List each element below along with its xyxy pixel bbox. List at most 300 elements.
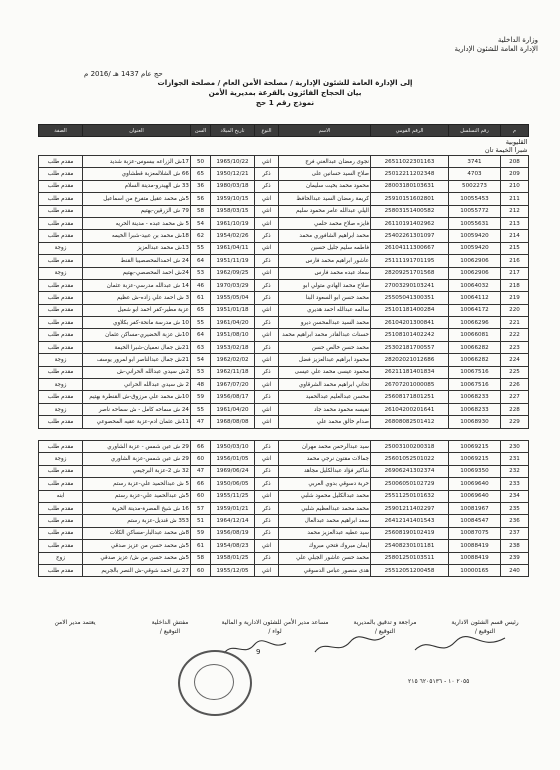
cell-role: مقدم طلب — [39, 217, 83, 229]
page-number: 9 — [256, 648, 261, 656]
cell-nid: 26808082501412 — [371, 416, 449, 428]
cell-sex: انثي — [255, 416, 279, 428]
table-row — [39, 304, 529, 316]
cell-sex: ذكر — [255, 502, 279, 514]
cell-name: محمود محمد بخيت سليمان — [279, 180, 371, 192]
table-row — [39, 465, 529, 477]
cell-no: 223 — [501, 341, 529, 353]
cell-dob: 1951/11/19 — [211, 255, 255, 267]
cell-role: مقدم طلب — [39, 168, 83, 180]
cell-dob: 1964/12/14 — [211, 515, 255, 527]
cell-no: 221 — [501, 317, 529, 329]
cell-role: زوج — [39, 552, 83, 564]
cell-sex: انثي — [255, 354, 279, 366]
cell-no: 240 — [501, 564, 529, 576]
cell-age: 66 — [191, 440, 211, 452]
col-header: الرقم القومي — [371, 125, 449, 137]
cell-no: 238 — [501, 540, 529, 552]
cell-addr: 2ش سيدي عبدالله الحراني-ش — [83, 366, 191, 378]
cell-sex: ذكر — [255, 341, 279, 353]
cell-age: 54 — [191, 217, 211, 229]
cell-age: 56 — [191, 193, 211, 205]
cell-serial: 10067516 — [449, 379, 501, 391]
cell-addr: 29 ش عين شمس-عزبة الشاوري — [83, 453, 191, 465]
cell-serial: 10062906 — [449, 267, 501, 279]
cell-nid: 27003290103241 — [371, 279, 449, 291]
table-row — [39, 156, 529, 168]
table-row — [39, 230, 529, 242]
cell-role: مقدم طلب — [39, 317, 83, 329]
cell-sex: انثي — [255, 217, 279, 229]
title-line-2: بيان الحجاج الفائزون بالقرعة بمديرية الأمن — [208, 88, 362, 97]
table-row — [39, 564, 529, 576]
cell-addr: 24ش احمد المحصصي-بهتيم — [83, 267, 191, 279]
cell-role: مقدم طلب — [39, 230, 83, 242]
cell-addr: 5ش عبدالحميد علي-عزبة رستم — [83, 490, 191, 502]
cell-name: محمد حسن عاشور الجبلي علي — [279, 552, 371, 564]
footer-code: ٢٠٥٥ ١٠ - ٦٢٠٥١٣٦ ٢١٥ — [408, 678, 470, 685]
cell-age: 48 — [191, 379, 211, 391]
cell-sex: انثي — [255, 540, 279, 552]
cell-name: صلاح السيد حسانين على — [279, 168, 371, 180]
cell-dob: 1965/10/22 — [211, 156, 255, 168]
cell-name: صلاح محمد الهادي متولي ابو — [279, 279, 371, 291]
cell-dob: 1959/10/15 — [211, 193, 255, 205]
cell-no: 214 — [501, 230, 529, 242]
cell-age: 51 — [191, 515, 211, 527]
signature-inspector — [130, 618, 210, 636]
cell-name: فاطمه سليم جليل حسين — [279, 242, 371, 254]
cell-role: زوجة — [39, 403, 83, 415]
cell-serial: 10062906 — [449, 255, 501, 267]
table-row — [39, 478, 529, 490]
col-header: الصفة — [39, 125, 83, 137]
cell-no: 216 — [501, 255, 529, 267]
cell-nid: 25003100200318 — [371, 440, 449, 452]
table-row — [39, 242, 529, 254]
cell-sex: انثي — [255, 242, 279, 254]
cell-nid: 28202021012686 — [371, 354, 449, 366]
ministry-line-1: وزارة الداخلية — [497, 36, 538, 44]
cell-nid: 25006050102729 — [371, 478, 449, 490]
table-row — [39, 180, 529, 192]
col-header: العنوان — [83, 125, 191, 137]
signature-title: مراجعة و تدقيق بالمديرية — [353, 619, 417, 626]
table-row — [39, 552, 529, 564]
ministry-line-2: الإدارة العامة للشئون الإدارية — [454, 45, 538, 53]
cell-nid: 26104200201641 — [371, 403, 449, 415]
cell-dob: 1956/08/17 — [211, 391, 255, 403]
cell-serial: 10066282 — [449, 354, 501, 366]
cell-sex: انثي — [255, 379, 279, 391]
cell-no: 228 — [501, 403, 529, 415]
cell-serial: 10055772 — [449, 205, 501, 217]
cell-serial: 10081967 — [449, 502, 501, 514]
cell-addr: 14 ش عبدالله مدرسي-عزبة عثمان — [83, 279, 191, 291]
cell-sex: انثي — [255, 205, 279, 217]
cell-dob: 1955/05/04 — [211, 292, 255, 304]
cell-name: جمالات مقتون نرجي محمد — [279, 453, 371, 465]
table-row — [39, 540, 529, 552]
cell-role: مقدم طلب — [39, 180, 83, 192]
cell-role: مقدم طلب — [39, 478, 83, 490]
cell-name: محسن عبدالعليم عبدالحميد — [279, 391, 371, 403]
cell-age: 57 — [191, 502, 211, 514]
cell-sex: ذكر — [255, 255, 279, 267]
cell-serial: 10069215 — [449, 453, 501, 465]
cell-no: 229 — [501, 416, 529, 428]
cell-name: كريمة رمضان السيد عبدالحافظ — [279, 193, 371, 205]
cell-role: مقدم طلب — [39, 193, 83, 205]
signature-sub: لواء / — [268, 628, 282, 635]
cell-no: 213 — [501, 217, 529, 229]
cell-serial: 10088419 — [449, 540, 501, 552]
cell-age: 60 — [191, 490, 211, 502]
cell-addr: 66 ش الشلالمعزبة قطشاوي — [83, 168, 191, 180]
cell-role: مقدم طلب — [39, 564, 83, 576]
cell-dob: 1967/07/20 — [211, 379, 255, 391]
cell-addr: عزبة مطير-كفر احمد ابو شعيل — [83, 304, 191, 316]
cell-role: زوجة — [39, 354, 83, 366]
cell-name: هدى منصور عباس الدسوقي — [279, 564, 371, 576]
cell-dob: 1958/01/25 — [211, 552, 255, 564]
cell-addr: 29 ش عين شمس - عزبة الشاوري — [83, 440, 191, 452]
cell-serial: 10000165 — [449, 564, 501, 576]
cell-addr: 5 ش عبدالحميد علي-عزبة رستم — [83, 478, 191, 490]
cell-no: 235 — [501, 502, 529, 514]
document-titles — [150, 78, 420, 108]
cell-addr: 353 ش قنديل-عزبة رستم — [83, 515, 191, 527]
table-row — [39, 502, 529, 514]
cell-serial: 10064172 — [449, 304, 501, 316]
cell-dob: 1954/02/26 — [211, 230, 255, 242]
cell-role: مقدم طلب — [39, 502, 83, 514]
cell-role: زوجة — [39, 379, 83, 391]
cell-sex: ذكر — [255, 279, 279, 291]
cell-age: 66 — [191, 478, 211, 490]
cell-no: 210 — [501, 180, 529, 192]
handwritten-signature-1 — [410, 630, 510, 660]
cell-dob: 1969/06/24 — [211, 465, 255, 477]
table-row — [39, 205, 529, 217]
cell-role: مقدم طلب — [39, 156, 83, 168]
cell-sex: ذكر — [255, 527, 279, 539]
section-row — [39, 137, 529, 156]
cell-nid: 25408230101181 — [371, 540, 449, 552]
cell-role: مقدم طلب — [39, 205, 83, 217]
cell-nid: 26707201000085 — [371, 379, 449, 391]
signature-sub: التوقيع / — [374, 628, 396, 635]
table-row — [39, 391, 529, 403]
cell-dob: 1956/01/05 — [211, 453, 255, 465]
cell-age: 65 — [191, 304, 211, 316]
cell-no: 230 — [501, 440, 529, 452]
cell-nid: 25901211402297 — [371, 502, 449, 514]
cell-serial: 10069640 — [449, 478, 501, 490]
cell-no: 219 — [501, 292, 529, 304]
cell-nid: 25511250101632 — [371, 490, 449, 502]
cell-addr: 5ش محمد حسن من ش/ عزيز صدقي — [83, 552, 191, 564]
cell-dob: 1950/03/10 — [211, 440, 255, 452]
cell-addr: 11ش عثمان ادم-عزبة عقيه المحصوعي — [83, 416, 191, 428]
cell-nid: 26110191402962 — [371, 217, 449, 229]
cell-serial: 10068233 — [449, 391, 501, 403]
pilgrims-table — [38, 124, 529, 577]
cell-sex: انثي — [255, 564, 279, 576]
cell-addr: 13ش محمد عبدالعزيز — [83, 242, 191, 254]
cell-serial: 10088419 — [449, 552, 501, 564]
cell-serial: 10069215 — [449, 440, 501, 452]
cell-dob: 1953/02/18 — [211, 341, 255, 353]
cell-addr: 21ش جمال عبدالناصر ابو لمرور يوسف — [83, 354, 191, 366]
table-row — [39, 379, 529, 391]
cell-no: 209 — [501, 168, 529, 180]
cell-role: ابنه — [39, 490, 83, 502]
cell-no: 227 — [501, 391, 529, 403]
ministry-header — [428, 36, 538, 54]
cell-nid: 26104111300667 — [371, 242, 449, 254]
cell-serial: 10067516 — [449, 366, 501, 378]
cell-nid: 25910151602801 — [371, 193, 449, 205]
cell-no: 226 — [501, 379, 529, 391]
cell-addr: 33 ش الهيدرو-مدينة السلام — [83, 180, 191, 192]
cell-nid: 26511022301163 — [371, 156, 449, 168]
cell-serial: 10055631 — [449, 217, 501, 229]
cell-dob: 1970/03/29 — [211, 279, 255, 291]
cell-name: محمد محمد عبدالعظيم شلبي — [279, 502, 371, 514]
cell-sex: ذكر — [255, 180, 279, 192]
cell-sex: ذكر — [255, 391, 279, 403]
cell-serial: 3741 — [449, 156, 501, 168]
cell-dob: 1961/04/20 — [211, 403, 255, 415]
col-header: م — [501, 125, 529, 137]
table-row — [39, 217, 529, 229]
cell-age: 47 — [191, 465, 211, 477]
cell-age: 59 — [191, 527, 211, 539]
table-row — [39, 317, 529, 329]
cell-no: 218 — [501, 279, 529, 291]
cell-name: محمد عبدالكليل محمود شلبي — [279, 490, 371, 502]
cell-dob: 1959/01/21 — [211, 502, 255, 514]
cell-serial: 10084547 — [449, 515, 501, 527]
cell-no: 215 — [501, 242, 529, 254]
cell-nid: 25108101402242 — [371, 329, 449, 341]
cell-dob: 1961/04/20 — [211, 317, 255, 329]
cell-name: سالمه عبدالله احمد هديري — [279, 304, 371, 316]
cell-sex: ذكر — [255, 440, 279, 452]
cell-no: 237 — [501, 527, 529, 539]
cell-age: 60 — [191, 453, 211, 465]
cell-age: 61 — [191, 292, 211, 304]
cell-role: مقدم طلب — [39, 391, 83, 403]
cell-serial: 10068930 — [449, 416, 501, 428]
cell-sex: انثي — [255, 156, 279, 168]
cell-addr: 27 ش احمد شوقي-ش النصر بالجريم — [83, 564, 191, 576]
cell-role: مقدم طلب — [39, 341, 83, 353]
cell-age: 58 — [191, 552, 211, 564]
cell-serial: 10087075 — [449, 527, 501, 539]
cell-no: 231 — [501, 453, 529, 465]
cell-no: 212 — [501, 205, 529, 217]
cell-no: 220 — [501, 304, 529, 316]
cell-serial: 10069350 — [449, 465, 501, 477]
cell-name: محمد حسن خالص حسن — [279, 341, 371, 353]
cell-addr: 17ش الزراعه ببسوس-عزبة شديد — [83, 156, 191, 168]
signature-title: رئيس قسم الشئون الادارية — [451, 619, 519, 626]
signature-director — [30, 618, 120, 627]
col-header: تاريخ الميلاد — [211, 125, 255, 137]
table-row — [39, 255, 529, 267]
cell-age: 64 — [191, 329, 211, 341]
cell-dob: 1962/02/02 — [211, 354, 255, 366]
cell-sex: انثي — [255, 490, 279, 502]
cell-age: 36 — [191, 180, 211, 192]
cell-role: مقدم طلب — [39, 329, 83, 341]
table-row — [39, 341, 529, 353]
table-row — [39, 527, 529, 539]
title-line-1: إلى الإدارة العامة للشئون الإدارية / مصلحة الأمن العام / مصلحة الجوازات — [157, 78, 413, 87]
cell-addr: 32 ش 2-عزبة البرجيعي — [83, 465, 191, 477]
cell-age: 60 — [191, 564, 211, 576]
cell-addr: 10ش محمد علي مرزوق-ش القنطرة بهتيم — [83, 391, 191, 403]
hajj-year: حج عام 1437 هـ /2016 م — [84, 70, 163, 78]
cell-role: مقدم طلب — [39, 255, 83, 267]
cell-role: زوجة — [39, 453, 83, 465]
cell-dob: 1950/06/05 — [211, 478, 255, 490]
cell-dob: 1950/12/21 — [211, 168, 255, 180]
cell-addr: 5ش محمد حسن من عزيز صدقي — [83, 540, 191, 552]
cell-name: سعد ابراهيم محمد عبدالعال — [279, 515, 371, 527]
cell-serial: 4703 — [449, 168, 501, 180]
signature-sub: التوقيع / — [474, 628, 496, 635]
cell-name: سيد عطيه عبدالعزيز محمد — [279, 527, 371, 539]
cell-no: 222 — [501, 329, 529, 341]
cell-no: 224 — [501, 354, 529, 366]
cell-age: 53 — [191, 366, 211, 378]
cell-name: سعاد عبده محمد فارس — [279, 267, 371, 279]
cell-dob: 1962/09/25 — [211, 267, 255, 279]
cell-no: 208 — [501, 156, 529, 168]
cell-sex: انثي — [255, 453, 279, 465]
cell-name: اليلي عبدالله عامر محمود سليم — [279, 205, 371, 217]
cell-dob: 1961/10/19 — [211, 217, 255, 229]
cell-name: سيد عبدالرحمن محمد مهران — [279, 440, 371, 452]
cell-nid: 25601052501022 — [371, 453, 449, 465]
cell-age: 65 — [191, 168, 211, 180]
table-row — [39, 329, 529, 341]
cell-addr: 16 ش شيخ المصرة-مدينة الحرية — [83, 502, 191, 514]
table-row — [39, 515, 529, 527]
table-header-row — [39, 125, 529, 137]
cell-serial: 10069640 — [449, 490, 501, 502]
cell-name: نفيسه محمود محمد جاد — [279, 403, 371, 415]
cell-dob: 1958/03/15 — [211, 205, 255, 217]
cell-no: 225 — [501, 366, 529, 378]
cell-name: محمد السيد عبدالمحسن ديرو — [279, 317, 371, 329]
cell-addr: 24 ش احمدالمحصصيبا القنط — [83, 255, 191, 267]
signature-title: يعتمد مدير الامن — [54, 619, 96, 626]
col-header: الاسم — [279, 125, 371, 137]
cell-serial: 10066081 — [449, 329, 501, 341]
cell-nid: 26104201300841 — [371, 317, 449, 329]
cell-dob: 1980/03/18 — [211, 180, 255, 192]
cell-role: مقدم طلب — [39, 515, 83, 527]
cell-name: محمود عيسى محمد علي عيسى — [279, 366, 371, 378]
cell-no: 239 — [501, 552, 529, 564]
cell-role: مقدم طلب — [39, 465, 83, 477]
cell-dob: 1951/01/18 — [211, 304, 255, 316]
governorate-label: القليوبية — [505, 138, 528, 146]
cell-nid: 26412141401543 — [371, 515, 449, 527]
cell-addr: 18ش محمد بن عبيد-شبرا الخيمه — [83, 230, 191, 242]
cell-serial: 5002273 — [449, 180, 501, 192]
cell-nid: 25608171801251 — [371, 391, 449, 403]
cell-dob: 1951/08/10 — [211, 329, 255, 341]
cell-addr: 10 ش مدرسة مانحة-كفر بكلاوي — [83, 317, 191, 329]
cell-age: 61 — [191, 540, 211, 552]
cell-addr: 21ش جمال نعميان-شبرا الخيمة — [83, 341, 191, 353]
cell-sex: انثي — [255, 267, 279, 279]
cell-addr: 79 ش الزرقين-بهتيم — [83, 205, 191, 217]
cell-sex: ذكر — [255, 478, 279, 490]
cell-no: 236 — [501, 515, 529, 527]
cell-age: 58 — [191, 205, 211, 217]
cell-serial: 10064032 — [449, 279, 501, 291]
signature-sub: التوقيع / — [159, 628, 181, 635]
cell-name: تحاني ابراهيم محمد الشرقاوي — [279, 379, 371, 391]
cell-role: مقدم طلب — [39, 416, 83, 428]
table-row — [39, 490, 529, 502]
cell-serial: 10066296 — [449, 317, 501, 329]
cell-nid: 28209251701568 — [371, 267, 449, 279]
cell-dob: 1956/08/19 — [211, 527, 255, 539]
cell-sex: انثي — [255, 329, 279, 341]
cell-role: مقدم طلب — [39, 440, 83, 452]
cell-dob: 1968/08/08 — [211, 416, 255, 428]
cell-serial: 10059420 — [449, 242, 501, 254]
cell-no: 211 — [501, 193, 529, 205]
cell-name: ايمان مبروك فتحي مبروك — [279, 540, 371, 552]
cell-age: 55 — [191, 317, 211, 329]
cell-age: 59 — [191, 391, 211, 403]
cell-sex: انثي — [255, 193, 279, 205]
cell-nid: 28003180103631 — [371, 180, 449, 192]
table-row — [39, 440, 529, 452]
cell-name: شاكير فؤاد عبدالكليل مجاهد — [279, 465, 371, 477]
cell-age: 50 — [191, 156, 211, 168]
cell-nid: 25402261301097 — [371, 230, 449, 242]
col-header: النوع — [255, 125, 279, 137]
cell-no: 232 — [501, 465, 529, 477]
cell-sex: ذكر — [255, 230, 279, 242]
cell-age: 64 — [191, 255, 211, 267]
col-header: رقم التسلسل — [449, 125, 501, 137]
cell-no: 217 — [501, 267, 529, 279]
table-row — [39, 354, 529, 366]
cell-nid: 25801250103511 — [371, 552, 449, 564]
cell-dob: 1962/11/18 — [211, 366, 255, 378]
table-row — [39, 279, 529, 291]
cell-addr: 24 ش سماحه كامل - ش سماحه ناصر — [83, 403, 191, 415]
cell-age: 47 — [191, 416, 211, 428]
cell-sex: ذكر — [255, 292, 279, 304]
cell-role: مقدم طلب — [39, 292, 83, 304]
cell-age: 63 — [191, 341, 211, 353]
cell-sex: ذكر — [255, 515, 279, 527]
cell-nid: 25012211202348 — [371, 168, 449, 180]
cell-sex: ذكر — [255, 366, 279, 378]
col-header: السن — [191, 125, 211, 137]
